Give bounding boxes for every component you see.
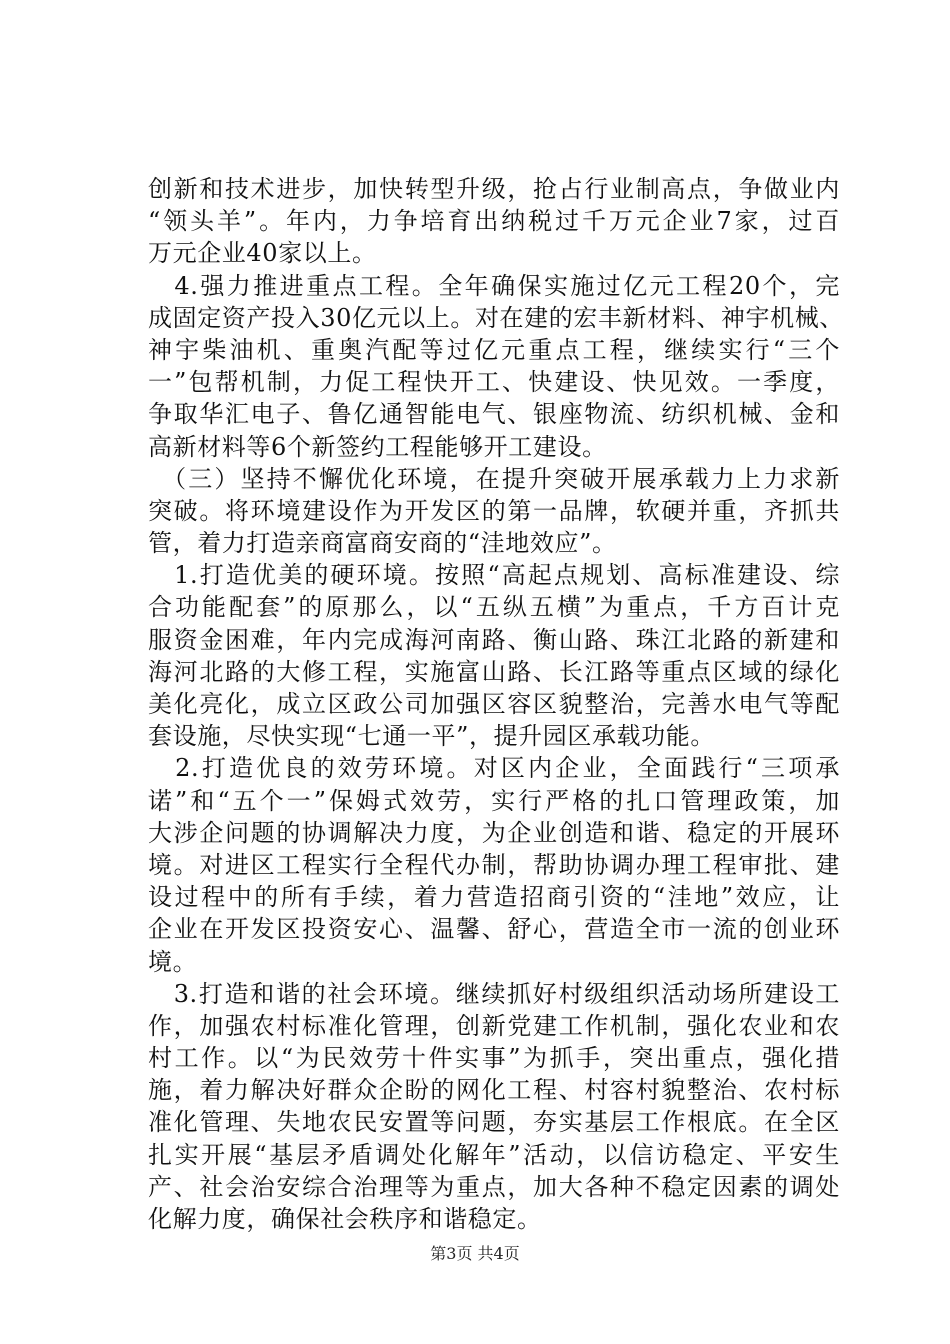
text-line: 4.强力推进重点工程。全年确保实施过亿元工程20个，完 [148,271,840,300]
text-line: 大涉企问题的协调解决力度，为企业创造和谐、稳定的开展环 [148,818,840,847]
paragraph [148,978,840,1236]
text-line: 企业在开发区投资安心、温馨、舒心，营造全市一流的创业环 [148,915,840,944]
text-line: 境。对进区工程实行全程代办制，帮助协调办理工程审批、建 [148,850,840,879]
paragraph [148,463,840,560]
text-line: 美化亮化，成立区政公司加强区容区貌整治，完善水电气等配 [148,690,840,718]
text-line: （三）坚持不懈优化环境，在提升突破开展承载力上力求新 [148,464,840,493]
text-line: 成固定资产投入30亿元以上。对在建的宏丰新材料、神宇机械、 [148,303,844,332]
page-number-footer: 第3页 共4页 [430,1244,520,1263]
document-body [148,173,844,1235]
paragraph [148,752,840,977]
text-line: 设过程中的所有手续，着力营造招商引资的“洼地”效应，让 [148,883,840,912]
text-line: 服资金困难，年内完成海河南路、衡山路、珠江北路的新建和 [148,625,840,654]
text-line: 突破。将环境建设作为开发区的第一品牌，软硬并重，齐抓共 [148,496,840,525]
text-line: 2.打造优良的效劳环境。对区内企业，全面践行“三项承 [148,754,840,783]
text-line: 产、社会治安综合治理等为重点，加大各种不稳定因素的调处 [148,1172,840,1201]
text-line: 海河北路的大修工程，实施富山路、长江路等重点区域的绿化 [148,657,840,686]
text-line: 化解力度，确保社会秩序和谐稳定。 [148,1205,542,1233]
text-line: 施，着力解决好群众企盼的网化工程、村容村貌整治、农村标 [148,1076,840,1105]
text-line: 3.打造和谐的社会环境。继续抓好村级组织活动场所建设工 [148,979,840,1008]
paragraph [148,173,840,270]
paragraph [148,270,844,463]
text-line: 扎实开展“基层矛盾调处化解年”活动，以信访稳定、平安生 [148,1140,840,1169]
text-line: 管，着力打造亲商富商安商的“洼地效应”。 [148,529,617,558]
text-line: “领头羊”。年内，力争培育出纳税过千万元企业7家，过百 [148,207,840,236]
text-line: 村工作。以“为民效劳十件实事”为抓手，突出重点，强化措 [148,1044,840,1073]
text-line: 万元企业40家以上。 [148,239,377,268]
text-line: 1.打造优美的硬环境。按照“高起点规划、高标准建设、综 [148,561,840,590]
text-line: 高新材料等6个新签约工程能够开工建设。 [148,432,607,461]
text-line: 创新和技术进步，加快转型升级，抢占行业制高点，争做业内 [148,175,840,203]
text-line: 套设施，尽快实现“七通一平”，提升园区承载功能。 [148,722,715,751]
text-line: 境。 [148,947,198,976]
text-line: 诺”和“五个一”保姆式效劳，实行严格的扎口管理政策，加 [148,786,840,815]
paragraph [148,559,840,752]
text-line: 神宇柴油机、重奥汽配等过亿元重点工程，继续实行“三个 [148,335,840,364]
text-line: 争取华汇电子、鲁亿通智能电气、银座物流、纺织机械、金和 [148,400,840,429]
text-line: 合功能配套”的原那么，以“五纵五横”为重点，千方百计克 [148,593,840,622]
text-line: 准化管理、失地农民安置等问题，夯实基层工作根底。在全区 [148,1108,840,1137]
text-line: 一”包帮机制，力促工程快开工、快建设、快见效。一季度， [148,368,840,397]
text-line: 作，加强农村标准化管理，创新党建工作机制，强化农业和农 [148,1011,840,1040]
